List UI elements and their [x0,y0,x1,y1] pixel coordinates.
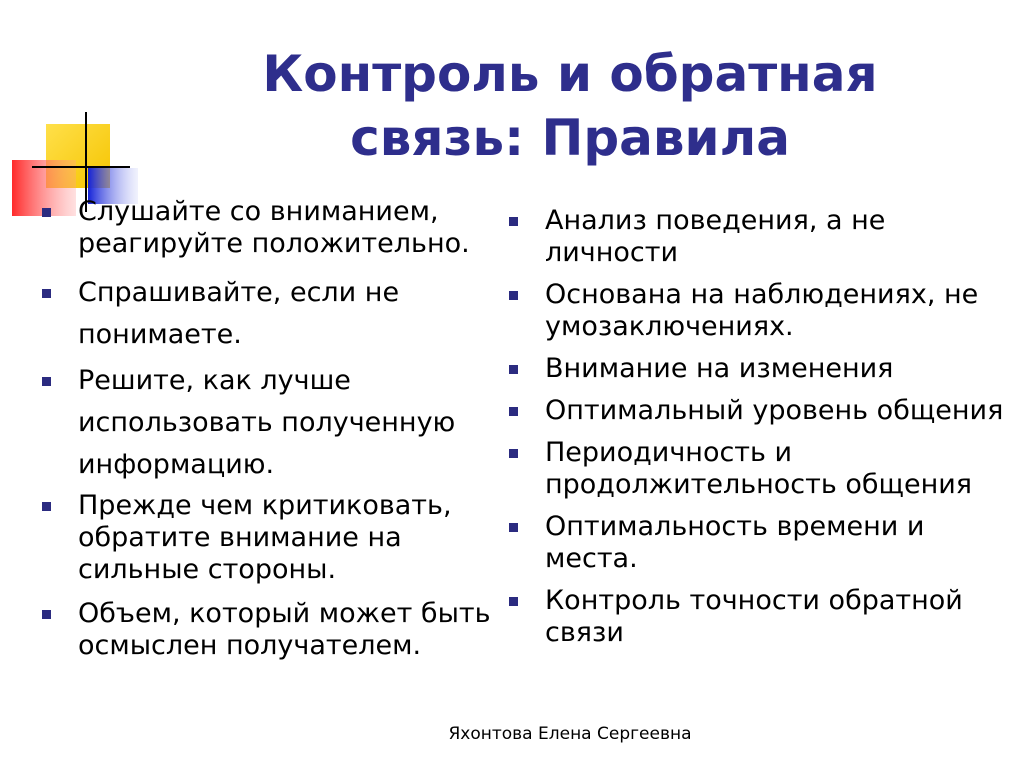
right-bullet-item: Основана на наблюдениях, не умозаключениях. [507,279,1007,343]
left-bullet-item: Спрашивайте, если не понимаете. [40,272,505,356]
left-bullet-item: Прежде чем критиковать, обратите внимание на сильные стороны. [40,490,505,586]
title-line-2: связь: Правила [350,109,790,167]
right-bullet-item: Оптимальный уровень общения [507,395,1007,427]
right-bullet-item: Анализ поведения, а не личности [507,205,1007,269]
right-bullet-list [507,205,1007,659]
right-bullet-item: Оптимальность времени и места. [507,511,1007,575]
footer-author: Яхонтова Елена Сергеевна [448,724,692,744]
title-line-1: Контроль и обратная [262,45,878,103]
right-bullet-item: Контроль точности обратной связи [507,585,1007,649]
right-bullet-item: Внимание на изменения [507,353,1007,385]
left-bullet-item: Слушайте со вниманием, реагируйте положительно. [40,196,505,260]
left-bullet-item: Объем, который может быть осмыслен получателем. [40,598,505,662]
slide-title [190,42,950,170]
left-bullet-list [40,196,505,662]
left-bullet-item: Решите, как лучше использовать полученную информацию. [40,360,505,486]
right-bullet-item: Периодичность и продолжительность общения [507,437,1007,501]
